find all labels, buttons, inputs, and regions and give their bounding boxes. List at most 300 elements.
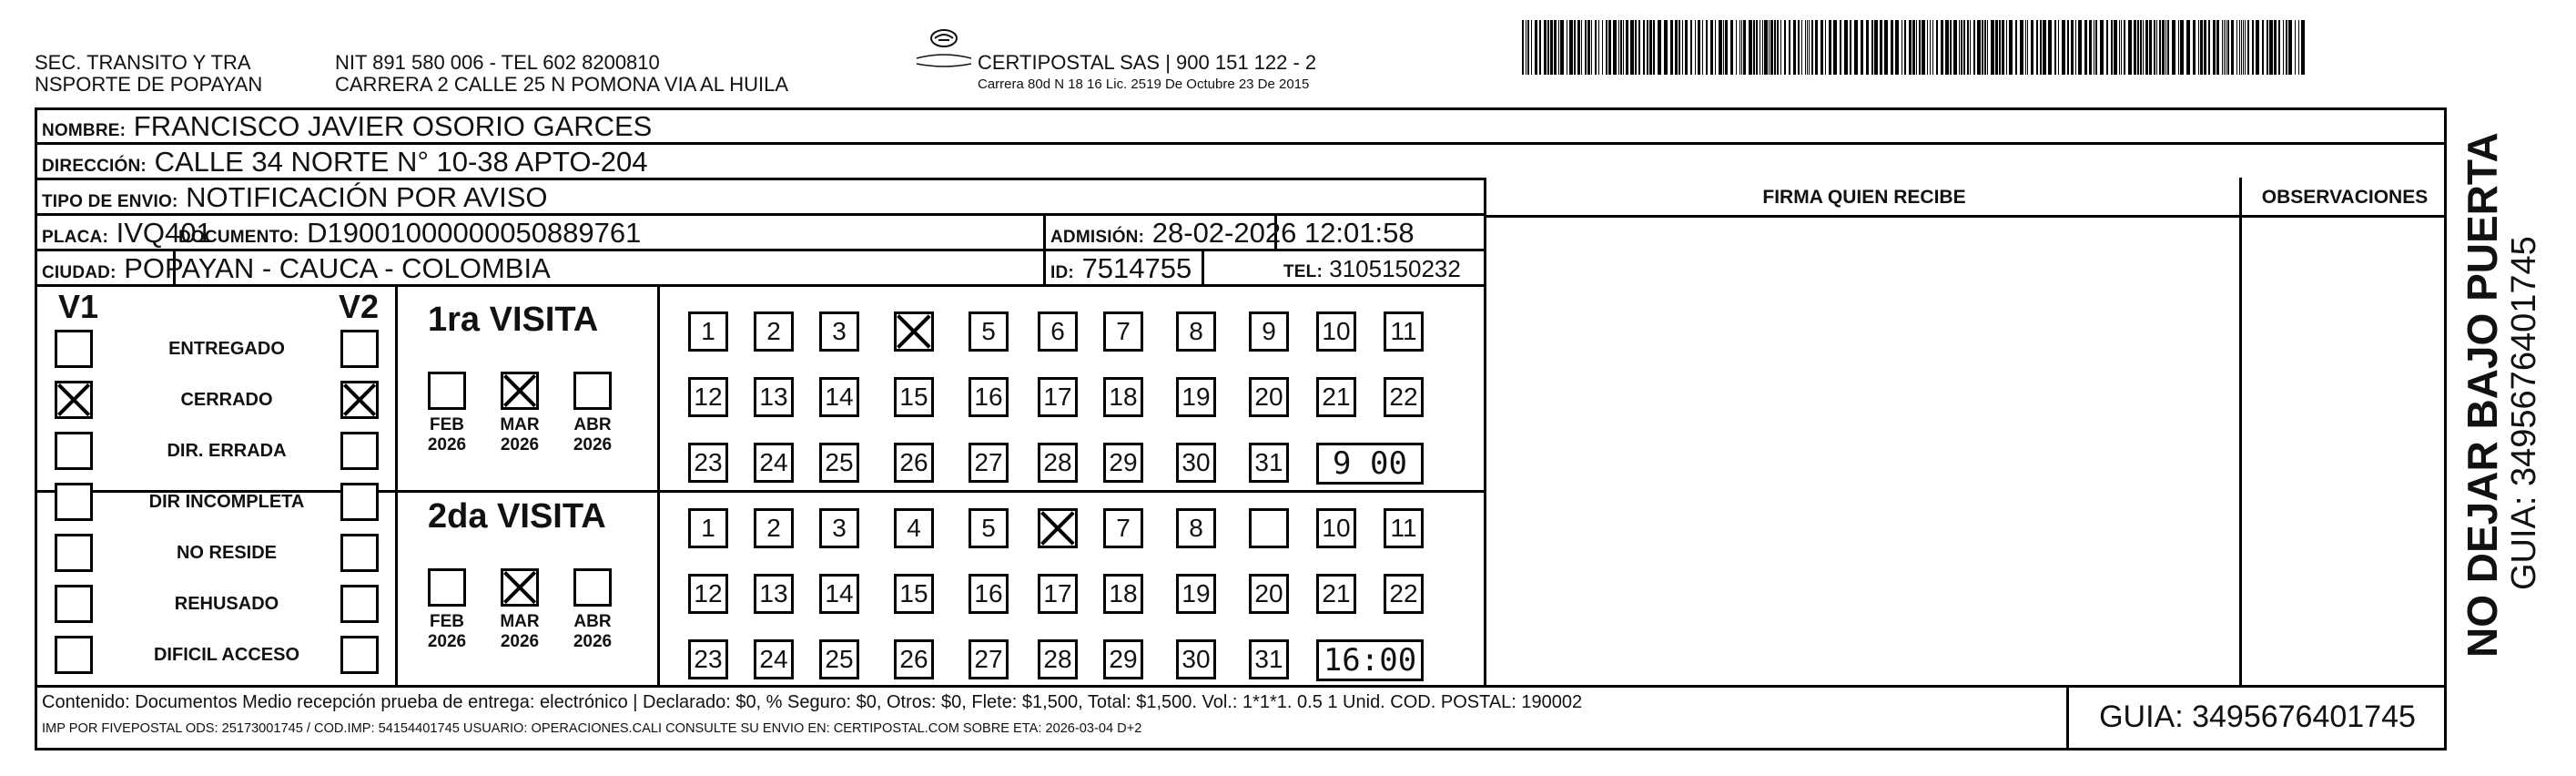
barcode-bar [1638,20,1640,75]
barcode-bar [1770,20,1773,75]
day-cell[interactable] [1249,508,1289,548]
tipo-envio-label: TIPO DE ENVIO: [42,192,178,211]
barcode-bar [1670,20,1673,75]
documento-label: DOCUMENTO: [178,228,299,247]
barcode-bar [1916,20,1917,75]
day-cell[interactable]: 8 [1176,508,1216,548]
day-cell[interactable]: 18 [1103,377,1143,417]
barcode-bar [1973,20,1975,75]
certipostal-logo [911,26,977,75]
barcode-bar [1840,20,1841,75]
v2-header: V2 [339,288,380,325]
day-cell[interactable]: 22 [1384,377,1424,417]
barcode-bar [2252,20,2254,75]
barcode-bar [1961,20,1962,75]
barcode-bar [2278,20,2280,75]
barcode-bar [1741,20,1742,75]
direccion-value: CALLE 34 NORTE N° 10-38 APTO-204 [154,146,648,178]
barcode-bar [2121,20,2122,75]
license-line: Carrera 80d N 18 16 Lic. 2519 De Octubre 23 De 2015 [978,77,1310,92]
barcode-bar [1930,20,1931,75]
month-year: 2026 [427,435,467,454]
barcode-bar [1739,20,1740,75]
barcode-bar [1854,20,1858,75]
barcode-bar [1884,20,1888,75]
day-cell[interactable]: 25 [819,443,859,483]
x-mark [897,314,931,349]
barcode-bar [2180,20,2184,75]
barcode-bar [2025,20,2026,75]
barcode-bar [1984,20,1986,75]
v2-checkbox[interactable] [340,330,379,368]
barcode-bar [1702,20,1703,75]
barcode-bar [1630,20,1634,75]
barcode-bar [2204,20,2206,75]
status-reason-label: ENTREGADO [168,339,285,359]
admision-value: 28-02-2026 12:01:58 [1151,217,1415,249]
barcode-bar [1743,20,1746,75]
month-label [566,415,619,455]
month-checkbox[interactable] [428,372,466,410]
status-reason-label: NO RESIDE [176,543,278,563]
day-cell[interactable]: 8 [1176,311,1216,352]
barcode-bar [2162,20,2165,75]
barcode-bar [1977,20,1981,75]
day-cell[interactable]: 24 [754,639,794,679]
barcode-bar [2213,20,2216,75]
barcode-bar [1891,20,1893,75]
barcode-bar [1725,20,1728,75]
barcode-bar [2301,20,2305,75]
barcode-bar [1820,20,1823,75]
barcode-bar [2267,20,2268,75]
barcode-bar [1809,20,1810,75]
month-name: MAR [500,612,540,631]
barcode-bar [1815,20,1818,75]
day-cell[interactable]: 26 [894,443,934,483]
day-cell[interactable]: 26 [894,639,934,679]
v2-checkbox[interactable] [340,483,379,521]
month-name: MAR [500,415,540,434]
day-cell[interactable]: 5 [969,508,1009,548]
barcode-bar [1558,20,1559,75]
nombre-value: FRANCISCO JAVIER OSORIO GARCES [133,110,653,142]
barcode-bar [2020,20,2023,75]
month-name: ABR [573,415,612,434]
barcode-bar [2200,20,2203,75]
barcode-bar [1535,20,1537,75]
day-cell[interactable]: 14 [819,377,859,417]
barcode-bar [1678,20,1680,75]
barcode-bar [2262,20,2264,75]
barcode-bar [2140,20,2142,75]
barcode-bar [1710,20,1713,75]
barcode-bar [2124,20,2125,75]
barcode-bar [1769,20,1770,75]
barcode-bar [2095,20,2097,75]
barcode-bar [1811,20,1813,75]
day-cell[interactable]: 13 [754,377,794,417]
day-cell[interactable]: 13 [754,574,794,614]
barcode [1522,20,2305,75]
nombre-row [42,111,652,147]
v1-checkbox[interactable] [55,381,93,419]
admision-label: ADMISIÓN: [1050,228,1145,247]
day-cell[interactable]: 11 [1384,311,1424,352]
barcode-bar [1591,20,1592,75]
day-cell[interactable]: 30 [1176,443,1216,483]
barcode-bar [2295,20,2296,75]
x-mark [503,571,536,604]
v1-checkbox[interactable] [55,330,93,368]
barcode-bar [2075,20,2076,75]
barcode-bar [1833,20,1837,75]
barcode-bar [1932,20,1933,75]
day-cell[interactable]: 10 [1316,311,1356,352]
barcode-bar [1695,20,1696,75]
barcode-bar [1904,20,1906,75]
month-year: 2026 [573,435,613,454]
ciudad-field [42,253,551,289]
day-cell[interactable]: 21 [1316,377,1356,417]
barcode-bar [2067,20,2069,75]
day-cell[interactable]: 15 [894,574,934,614]
tel-label: TEL: [1283,262,1323,281]
barcode-bar [2137,20,2139,75]
barcode-bar [2269,20,2273,75]
visit-2-title: 2da VISITA [428,497,606,536]
day-cell[interactable]: 20 [1249,574,1289,614]
day-cell[interactable]: 21 [1316,574,1356,614]
barcode-bar [1715,20,1716,75]
day-cell[interactable]: 23 [688,639,728,679]
barcode-bar [1620,20,1622,75]
barcode-bar [1664,20,1668,75]
barcode-bar [1861,20,1863,75]
barcode-bar [2036,20,2038,75]
barcode-bar [1581,20,1582,75]
barcode-bar [2245,20,2246,75]
barcode-bar [1953,20,1957,75]
barcode-bar [2274,20,2277,75]
day-cell[interactable]: 31 [1249,639,1289,679]
barcode-bar [1780,20,1781,75]
day-cell[interactable]: 19 [1176,377,1216,417]
barcode-bar [1587,20,1590,75]
day-cell[interactable]: 16 [969,574,1009,614]
day-cell[interactable]: 15 [894,377,934,417]
guia-box: GUIA: 3495676401745 [2099,699,2416,734]
day-cell[interactable]: 22 [1384,574,1424,614]
v2-checkbox[interactable] [340,432,379,470]
barcode-bar [1762,20,1763,75]
barcode-bar [1706,20,1708,75]
barcode-bar [1927,20,1928,75]
day-cell[interactable]: 7 [1103,508,1143,548]
x-mark [343,383,376,416]
barcode-bar [2084,20,2087,75]
visit-1-title: 1ra VISITA [428,301,599,339]
tel-value: 3105150232 [1329,255,1461,282]
v1-checkbox[interactable] [55,432,93,470]
barcode-bar [2100,20,2104,75]
day-cell[interactable]: 9 [1249,311,1289,352]
v1-checkbox[interactable] [55,585,93,623]
barcode-bar [2062,20,2065,75]
day-cell[interactable]: 7 [1103,311,1143,352]
barcode-bar [2167,20,2169,75]
barcode-bar [1649,20,1652,75]
barcode-bar [2145,20,2148,75]
x-mark [57,383,90,416]
barcode-bar [1574,20,1576,75]
barcode-bar [1999,20,2001,75]
day-cell[interactable]: 29 [1103,639,1143,679]
barcode-bar [2048,20,2052,75]
barcode-bar [1805,20,1806,75]
barcode-bar [2198,20,2199,75]
barcode-bar [1539,20,1541,75]
barcode-bar [1991,20,1994,75]
barcode-bar [2027,20,2028,75]
barcode-bar [1635,20,1637,75]
direccion-label: DIRECCIÓN: [42,157,147,176]
barcode-bar [1880,20,1882,75]
barcode-bar [1844,20,1848,75]
day-cell[interactable]: 12 [688,377,728,417]
barcode-bar [1682,20,1683,75]
month-checkbox[interactable] [501,372,539,410]
day-cell[interactable]: 14 [819,574,859,614]
barcode-bar [2009,20,2013,75]
month-name: FEB [430,415,464,434]
barcode-bar [2231,20,2234,75]
barcode-bar [1577,20,1580,75]
month-checkbox[interactable] [573,568,612,607]
barcode-bar [2071,20,2074,75]
day-cell[interactable]: 2 [754,311,794,352]
day-cell[interactable]: 31 [1249,443,1289,483]
barcode-bar [1950,20,1952,75]
barcode-bar [2159,20,2161,75]
day-cell[interactable] [1038,508,1078,548]
barcode-bar [1560,20,1564,75]
placa-value: IVQ401 [116,217,212,249]
barcode-bar [1967,20,1969,75]
month-label [566,612,619,652]
barcode-bar [1774,20,1776,75]
barcode-bar [1547,20,1549,75]
id-value: 7514755 [1081,252,1192,284]
barcode-bar [2256,20,2259,75]
v2-checkbox[interactable] [340,534,379,572]
barcode-bar [2243,20,2244,75]
day-cell[interactable]: 11 [1384,508,1424,548]
status-reason-label: DIR. ERRADA [167,441,287,461]
barcode-bar [1550,20,1553,75]
v1-checkbox[interactable] [55,636,93,674]
month-checkbox[interactable] [428,568,466,607]
visit-time[interactable]: 9 00 [1316,443,1424,485]
v2-checkbox[interactable] [340,381,379,419]
barcode-bar [1685,20,1688,75]
month-label [421,612,473,652]
day-cell[interactable]: 16 [969,377,1009,417]
v2-checkbox[interactable] [340,585,379,623]
barcode-bar [1784,20,1786,75]
id-field [1050,253,1192,289]
day-cell[interactable]: 4 [894,508,934,548]
barcode-bar [2224,20,2225,75]
day-cell[interactable]: 17 [1038,377,1078,417]
barcode-bar [1922,20,1925,75]
company-line: CERTIPOSTAL SAS | 900 151 122 - 2 [978,51,1317,74]
status-reason-label: DIR INCOMPLETA [148,492,305,512]
barcode-bar [2222,20,2223,75]
day-cell[interactable]: 24 [754,443,794,483]
v1-header: V1 [58,288,99,325]
barcode-bar [2239,20,2240,75]
barcode-bar [1764,20,1768,75]
barcode-bar [2031,20,2033,75]
barcode-bar [1850,20,1851,75]
barcode-bar [2208,20,2210,75]
day-cell[interactable]: 2 [754,508,794,548]
day-cell[interactable]: 20 [1249,377,1289,417]
day-cell[interactable]: 10 [1316,508,1356,548]
documento-value: D19001000000050889761 [307,217,642,249]
barcode-bar [1554,20,1557,75]
barcode-bar [1909,20,1912,75]
day-cell[interactable]: 18 [1103,574,1143,614]
visit-time[interactable]: 16:00 [1316,639,1424,681]
barcode-bar [1618,20,1619,75]
barcode-bar [1698,20,1700,75]
month-year: 2026 [427,632,467,651]
day-cell[interactable]: 6 [1038,311,1078,352]
day-cell[interactable]: 1 [688,311,728,352]
day-cell[interactable]: 3 [819,311,859,352]
month-year: 2026 [500,435,540,454]
barcode-bar [1829,20,1831,75]
barcode-bar [1719,20,1722,75]
day-cell[interactable]: 28 [1038,443,1078,483]
barcode-bar [1936,20,1938,75]
barcode-bar [1606,20,1607,75]
day-cell[interactable]: 27 [969,443,1009,483]
month-checkbox[interactable] [573,372,612,410]
day-cell[interactable]: 5 [969,311,1009,352]
contents-line: Contenido: Documentos Medio recepción prueba de entrega: electrónico | Declarado: $0, % Seguro: $0, Otros: $0, Flete: $1,500, Total: $1,500. Vol.: 1*1*1. 0.5 1 Unid. COD. POSTAL: 190002 [42,692,1583,712]
barcode-bar [2119,20,2120,75]
admision-field [1050,218,1415,253]
barcode-bar [2165,20,2166,75]
barcode-bar [2015,20,2017,75]
barcode-bar [1613,20,1617,75]
day-cell[interactable]: 1 [688,508,728,548]
barcode-bar [1807,20,1808,75]
barcode-bar [1895,20,1899,75]
barcode-bar [1941,20,1943,75]
barcode-bar [1647,20,1648,75]
status-reason-label: CERRADO [180,390,273,410]
barcode-bar [1723,20,1724,75]
barcode-bar [2193,20,2196,75]
barcode-bar [2186,20,2190,75]
firma-area[interactable] [1489,222,2237,683]
no-dejar-warning: NO DEJAR BAJO PUERTA [2459,132,2506,658]
barcode-bar [1658,20,1661,75]
x-mark [503,374,536,407]
barcode-bar [2288,20,2292,75]
barcode-bar [2241,20,2242,75]
day-cell[interactable]: 19 [1176,574,1216,614]
barcode-bar [1987,20,1988,75]
direccion-row [42,147,648,182]
barcode-bar [2134,20,2136,75]
nombre-label: NOMBRE: [42,121,127,140]
day-cell[interactable]: 27 [969,639,1009,679]
day-cell[interactable]: 28 [1038,639,1078,679]
barcode-bar [2002,20,2004,75]
observaciones-area[interactable] [2245,222,2445,683]
barcode-bar [2078,20,2082,75]
barcode-bar [2114,20,2117,75]
month-name: FEB [430,612,464,631]
day-cell[interactable]: 12 [688,574,728,614]
placa-label: PLACA: [42,228,108,247]
month-checkbox[interactable] [501,568,539,607]
day-cell[interactable]: 23 [688,443,728,483]
month-label [421,415,473,455]
v1-checkbox[interactable] [55,483,93,521]
barcode-bar [2154,20,2155,75]
month-year: 2026 [500,632,540,651]
day-cell[interactable]: 29 [1103,443,1143,483]
barcode-bar [1801,20,1802,75]
v2-checkbox[interactable] [340,636,379,674]
barcode-bar [2247,20,2249,75]
barcode-bar [1945,20,1949,75]
barcode-bar [2149,20,2152,75]
barcode-bar [2128,20,2132,75]
barcode-bar [1736,20,1737,75]
ciudad-value: POPAYAN - CAUCA - COLOMBIA [124,252,551,284]
barcode-bar [1595,20,1597,75]
ciudad-label: CIUDAD: [42,263,117,282]
day-cell[interactable] [894,311,934,352]
barcode-bar [2227,20,2229,75]
barcode-bar [1569,20,1573,75]
sender-line-1: SEC. TRANSITO Y TRA [35,51,251,74]
tipo-envio-value: NOTIFICACIÓN POR AVISO [186,181,548,213]
barcode-bar [1777,20,1779,75]
day-cell[interactable]: 17 [1038,574,1078,614]
day-cell[interactable]: 3 [819,508,859,548]
barcode-bar [1756,20,1758,75]
day-cell[interactable]: 30 [1176,639,1216,679]
barcode-bar [1798,20,1800,75]
barcode-bar [2043,20,2046,75]
barcode-bar [2156,20,2157,75]
barcode-bar [2089,20,2092,75]
barcode-bar [1531,20,1532,75]
barcode-bar [2178,20,2179,75]
barcode-bar [1963,20,1965,75]
barcode-bar [2298,20,2299,75]
v1-checkbox[interactable] [55,534,93,572]
day-cell[interactable]: 25 [819,639,859,679]
